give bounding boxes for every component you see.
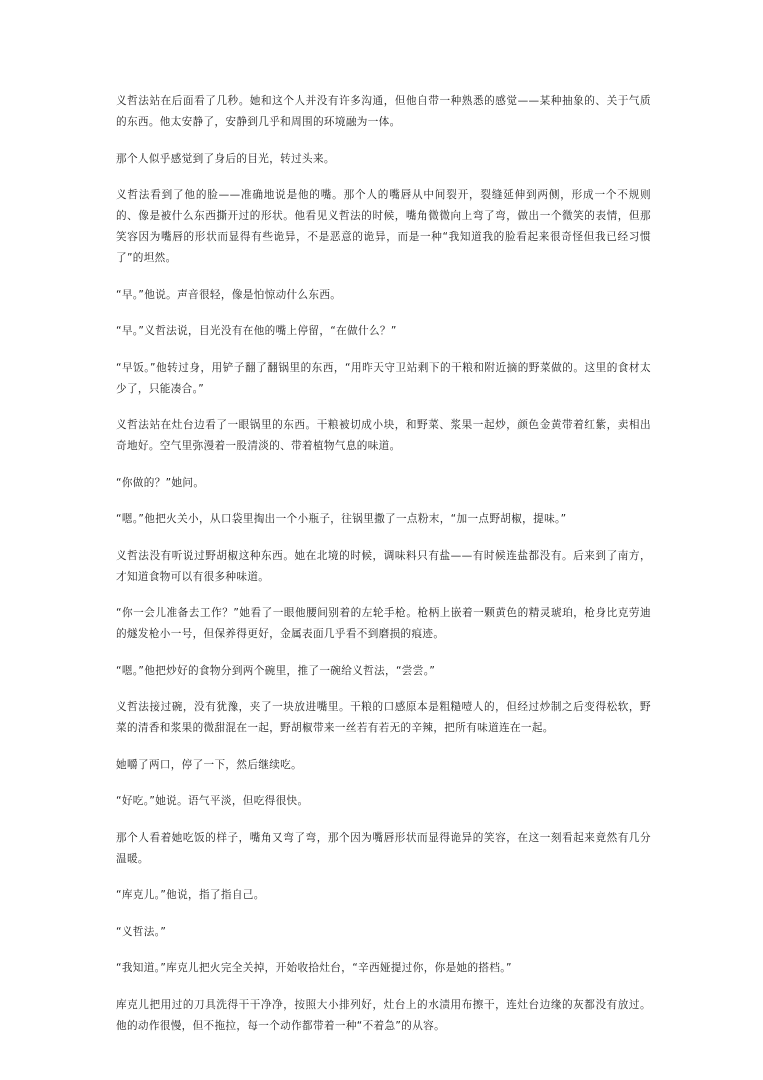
paragraph: “你做的？”她问。 <box>116 476 205 489</box>
paragraph: 义哲法站在后面看了几秒。她和这个人并没有许多沟通，但他自带一种熟悉的感觉——某种抽象的、关于气质的东西。他太安静了，安静到几乎和周围的环境融为一体。 <box>116 95 651 128</box>
paragraph: “嗯。”他把炒好的食物分到两个碗里，推了一碗给义哲法，“尝尝。” <box>116 664 436 677</box>
paragraph: 库克儿把用过的刀具洗得干干净净，按照大小排列好，灶台上的水渍用布擦干，连灶台边缘的灰都没有放过。他的动作很慢，但不拖拉，每一个动作都带着一种“不着急”的从容。 <box>116 998 651 1032</box>
paragraph: 义哲法看到了他的脸——准确地说是他的嘴。那个人的嘴唇从中间裂开，裂缝延伸到两侧，形成一个不规则的、像是被什么东西撕开过的形状。他看见义哲法的时候，嘴角微微向上弯了弯，做出一个微笑的表情，但那笑容因为嘴唇的形状而显得有些诡异，不是恶意的诡异，而是一种“我知道我的脸看起来很奇怪但我已经习惯了”的坦然。 <box>116 189 651 264</box>
paragraph: 义哲法接过碗，没有犹豫，夹了一块放进嘴里。干粮的口感原本是粗糙噎人的，但经过炒制之后变得松软，野菜的清香和浆果的微甜混在一起，野胡椒带来一丝若有若无的辛辣，把所有味道连在一起。 <box>116 701 651 734</box>
paragraph: 那个人看着她吃饭的样子，嘴角又弯了弯，那个因为嘴唇形状而显得诡异的笑容，在这一刻看起来竟然有几分温暖。 <box>116 831 651 865</box>
paragraph: 义哲法站在灶台边看了一眼锅里的东西。干粮被切成小块，和野菜、浆果一起炒，颜色金黄带着红紫，卖相出奇地好。空气里弥漫着一股清淡的、带着植物气息的味道。 <box>116 419 651 452</box>
paragraph: “义哲法。” <box>116 925 167 938</box>
paragraph: 那个人似乎感觉到了身后的目光，转过头来。 <box>116 152 335 165</box>
paragraph: “库克儿。”他说，指了指自己。 <box>116 889 265 901</box>
paragraph: “好吃。”她说。语气平淡，但吃得很快。 <box>116 795 309 807</box>
paragraph: “你一会儿准备去工作？”她看了一眼他腰间别着的左轮手枪。枪柄上嵌着一颗黄色的精灵琥珀，枪身比克劳迪的燧发枪小一号，但保养得更好，金属表面几乎看不到磨损的痕迹。 <box>116 607 651 640</box>
paragraph: “早。”义哲法说，目光没有在他的嘴上停留，“在做什么？” <box>116 325 397 337</box>
paragraph: “嗯。”他把火关小，从口袋里掏出一个小瓶子，往锅里撒了一点粉末，“加一点野胡椒，提味。” <box>116 513 567 525</box>
paragraph: “早饭。”他转过身，用铲子翻了翻锅里的东西，“用昨天守卫站剩下的干粮和附近摘的野菜做的。这里的食材太少了，只能凑合。” <box>116 361 651 395</box>
paragraph: “我知道。”库克儿把火完全关掉，开始收拾灶台，“辛西娅提过你，你是她的搭档。” <box>116 962 512 974</box>
paragraph: “早。”他说。声音很轻，像是怕惊动什么东西。 <box>116 288 342 301</box>
paragraph: 义哲法没有听说过野胡椒这种东西。她在北境的时候，调味料只有盐——有时候连盐都没有。后来到了南方，才知道食物可以有很多种味道。 <box>116 549 651 583</box>
document-body <box>116 91 651 1052</box>
paragraph: 她嚼了两口，停了一下，然后继续吃。 <box>116 758 303 771</box>
